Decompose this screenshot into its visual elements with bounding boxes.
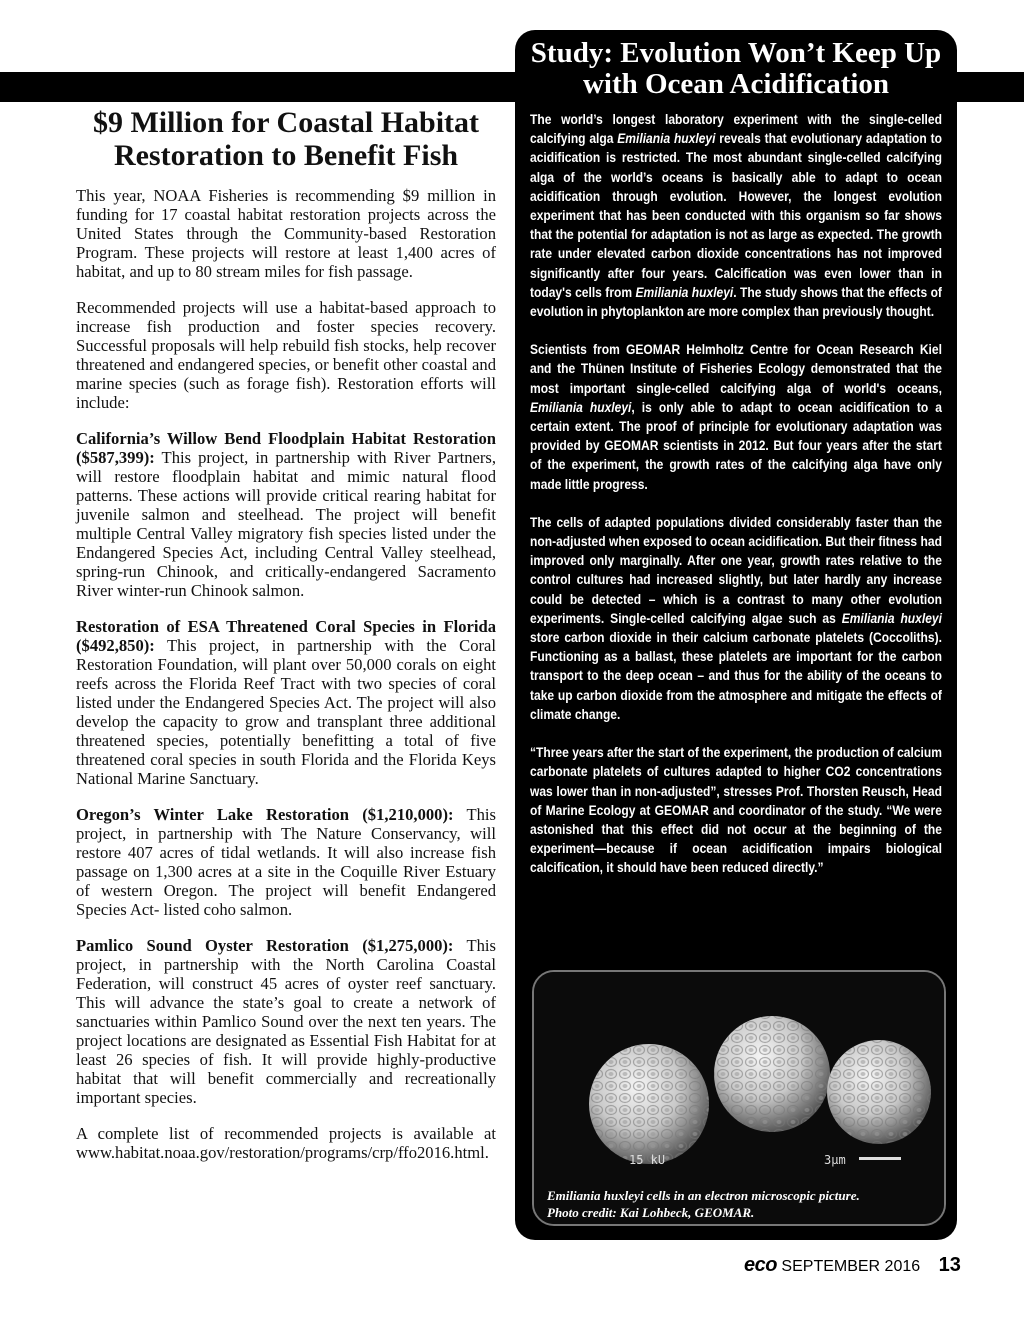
page-footer xyxy=(744,1254,961,1277)
issue-date: SEPTEMBER 2016 xyxy=(781,1258,921,1275)
species-name: Emiliania huxleyi xyxy=(841,609,942,626)
sidebar-paragraph xyxy=(530,340,942,494)
sidebar-paragraph xyxy=(530,110,942,321)
species-name: Emiliania huxleyi xyxy=(617,130,716,147)
text-run: reveals that evolutionary adaptation to acidification is restricted. The most abundant single-celled calcifying alga of the world’s oceans is basically able to adapt to ocean acidification through evolution. However, the longest evolution experiment that has been conducted with this organism so far shows that the potential for adaptation is not as large as expected. The growth rate under elevated carbon dioxide concentrations has not improved significantly after four years. Calcification was even lower than in today's cells from xyxy=(530,130,942,300)
project-text: This project, in partnership with the Coral Restoration Foundation, will plant over 50,000 corals on eight reefs across the Florida Reef Tract with two species of coral listed under the Endangered Species Act. The project will also develop the capacity to grow and transplant three additional threatened species, potentially benefitting a total of five threatened coral species in south Florida and the Florida Keys National Marine Sanctuary. xyxy=(76,636,496,788)
text-run: Scientists from GEOMAR Helmholtz Centre for Ocean Research Kiel and the Thünen Institute of Fisheries Ecology demonstrated that the most important single-celled calcifying alga of world's oceans, xyxy=(530,341,942,396)
photo-caption-credit: Photo credit: Kai Lohbeck, GEOMAR. xyxy=(547,1205,755,1220)
project-item xyxy=(76,805,496,919)
text-run: The cells of adapted populations divided considerably faster than the non-adjusted when exposed to ocean acidification. But their fitness had improved only marginally. After one year, growth rates relative to the control cultures had increased slightly, but later hardly any increase could be detected – which is a contrast to many other evolution experiments. Single-celled calcifying algae such as xyxy=(530,513,942,626)
project-heading: Pamlico Sound Oyster Restoration ($1,275,000): xyxy=(76,936,454,955)
project-item xyxy=(76,617,496,788)
article-intro-paragraph: This year, NOAA Fisheries is recommending $9 million in funding for 17 coastal habitat restoration projects across the United States through the Community-based Restoration Program. These projects will restore at least 1,400 acres of habitat, and up to 80 stream miles for fish passage. xyxy=(76,186,496,281)
project-item xyxy=(76,936,496,1107)
sidebar-box xyxy=(515,30,957,1240)
text-run: store carbon dioxide in their calcium carbonate platelets (Coccoliths). Functioning as a ballast, these platelets are important for the carbon transport to the deep ocean – and thus for the ability of the oceans to take up carbon dioxide from the atmosphere and mitigate the effects of climate change. xyxy=(530,629,942,722)
scale-bar xyxy=(859,1157,901,1160)
sidebar-quote-paragraph: “Three years after the start of the experiment, the production of calcium carbonate platelets of cultures adapted to higher CO2 concentrations was lower than in non-adjusted”, stresses Prof. Thorsten Reusch, Head of Marine Ecology at GEOMAR and coordinator of the study. “We were astonished that this effect did not occur at the beginning of the experiment—because if ocean acidification impairs biological calcification, it should have been reduced directly.” xyxy=(530,744,942,876)
sidebar-paragraph xyxy=(530,513,942,724)
text-run: . The study shows that the effects of evolution in phytoplankton are more complex than previously thought. xyxy=(530,283,942,320)
project-heading: California’s Willow Bend Floodplain Habitat Restoration ($587,399): xyxy=(76,429,496,467)
photo-caption xyxy=(547,1187,947,1221)
project-item xyxy=(76,429,496,600)
scale-length-label: 3μm xyxy=(824,1153,846,1167)
article-title: $9 Million for Coastal Habitat Restoration to Benefit Fish xyxy=(92,106,480,172)
magazine-logo: eco xyxy=(744,1254,777,1276)
project-heading: Restoration of ESA Threatened Coral Species in Florida ($492,850): xyxy=(76,617,496,655)
project-text: This project, in partnership with the North Carolina Coastal Federation, will construct 45 acres of oyster reef sanctuary. This will advance the state’s goal to create a network of sanctuaries within Pamlico Sound over the next ten years. The project locations are designated as Essential Fish Habitat for at least 26 species of fish. It will provide highly-productive habitat that will benefit commercially and recreationally important species. xyxy=(76,936,496,1107)
article-closing: A complete list of recommended projects is available at www.habitat.noaa.gov/restoration/programs/crp/ffo2016.html. xyxy=(76,1124,496,1162)
project-text: This project, in partnership with River Partners, will restore floodplain habitat and mimic natural flood patterns. These actions will provide critical rearing habitat for juvenile salmon and steelhead. The project will benefit multiple Central Valley migratory fish species listed under the Endangered Species Act, including Central Valley steelhead, spring-run Chinook, and critically-endangered Sacramento River winter-run Chinook salmon. xyxy=(76,448,496,600)
sidebar-body xyxy=(530,110,942,897)
project-text: This project, in partnership with The Nature Conservancy, will restore 407 acres of tidal wetlands. It will also increase fish passage on 1,300 acres at a site in the Coquille River Estuary of western Oregon. The project will benefit Endangered Species Act- listed coho salmon. xyxy=(76,805,496,919)
photo-caption-line: Emiliania huxleyi cells in an electron microscopic picture. xyxy=(547,1188,860,1203)
project-heading: Oregon’s Winter Lake Restoration ($1,210,000): xyxy=(76,805,454,824)
sidebar-title: Study: Evolution Won’t Keep Up with Ocean Acidification xyxy=(530,37,942,100)
text-run: , is only able to adapt to ocean acidification to a certain extent. The proof of principle for evolutionary adaptation was provided by GEOMAR scientists in 2012. But four years after the start of the experiment, the growth rates of the calcifying alga have only made little progress. xyxy=(530,398,942,492)
species-name: Emiliania huxleyi xyxy=(635,283,734,300)
page-number: 13 xyxy=(938,1254,961,1276)
article-column xyxy=(76,106,496,1179)
text-run: The world’s longest laboratory experiment with the single-celled calcifying alga xyxy=(530,111,942,147)
species-name: Emiliania huxleyi xyxy=(530,398,632,415)
scale-voltage-label: 15 kU xyxy=(629,1153,666,1167)
article-second-paragraph: Recommended projects will use a habitat-based approach to increase fish production and foster species recovery. Successful proposals will help rebuild fish stocks, help recover threatened and endangered species, or benefit other coastal and marine species (such as forage fish). Restoration efforts will include: xyxy=(76,298,496,412)
